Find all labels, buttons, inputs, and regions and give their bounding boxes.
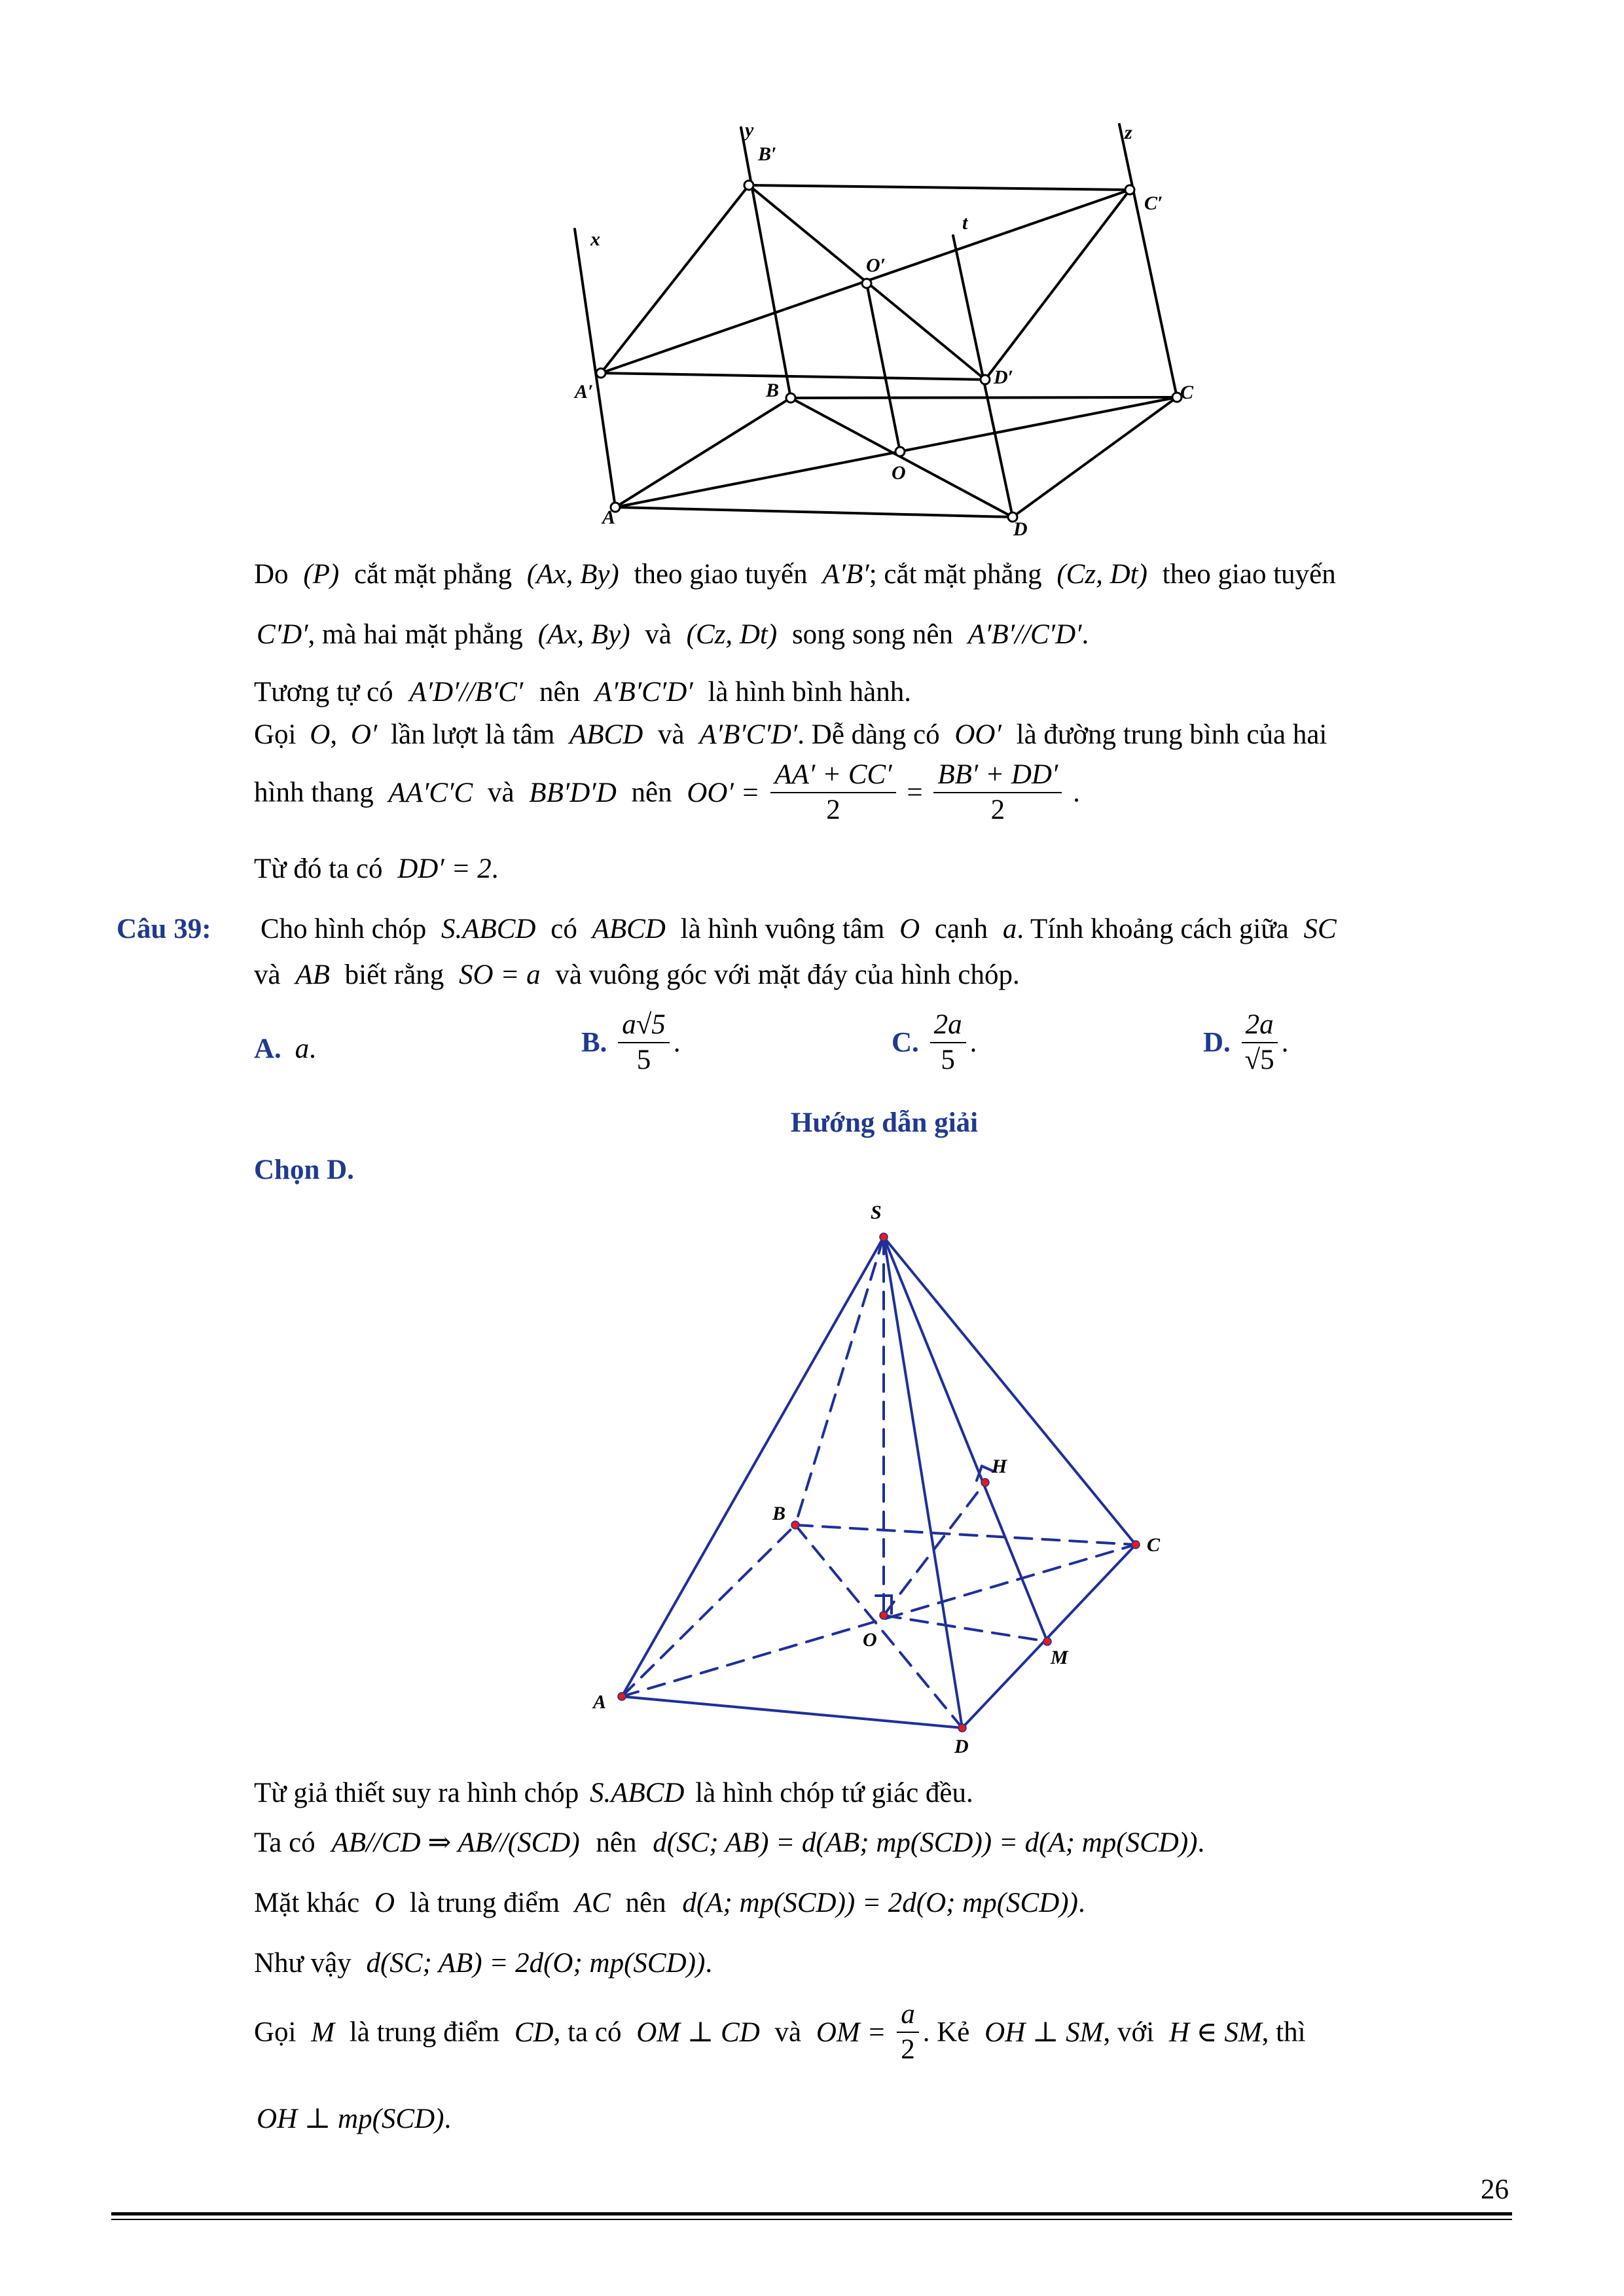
label-Dp: D′ bbox=[994, 367, 1014, 388]
label-B: B bbox=[772, 1503, 786, 1524]
option-b[interactable]: B. $\frac{a√5}{5}$ . bbox=[581, 1009, 681, 1075]
label-Op: O′ bbox=[866, 255, 886, 276]
solution-line1: Từ giả thiết suy ra hình chóp S.ABCD là hình chóp tứ giác đều. bbox=[254, 1778, 973, 1808]
label-D: D bbox=[954, 1736, 969, 1757]
figure-prism bbox=[0, 0, 1624, 543]
para1-line5: hình thang AA′C′C và BB′D′D nên OO′ = $\frac{AA' + CC'}{2}$ = $\frac{BB' + DD'}{2}$ . bbox=[254, 758, 1080, 827]
solution-choose: Chọn D. bbox=[254, 1155, 354, 1185]
footer-rule-thin bbox=[111, 2219, 1512, 2220]
para1-line6: Từ đó ta có DD′ = 2. bbox=[254, 853, 499, 884]
label-O: O bbox=[863, 1629, 877, 1651]
label-O: O bbox=[892, 462, 906, 484]
fraction-aa-cc: $\frac{AA' + CC'}{2}$ bbox=[770, 758, 895, 827]
para1-line1: Do (P) cắt mặt phẳng (Ax, By) theo giao tuyến A′B′; cắt mặt phẳng (Cz, Dt) theo giao tuyến bbox=[254, 559, 1336, 590]
para1-line4: Gọi O, O′ lần lượt là tâm ABCD và A′B′C′D′. Dễ dàng có OO′ là đường trung bình của hai bbox=[254, 719, 1327, 750]
option-d[interactable]: D. $\frac{2a}{√5}$ . bbox=[1203, 1009, 1289, 1075]
label-C: C bbox=[1147, 1534, 1161, 1556]
label-A: A bbox=[593, 1691, 607, 1713]
question-line2: và AB biết rằng SO = a và vuông góc với mặt đáy của hình chóp. bbox=[254, 960, 1020, 990]
label-A: A bbox=[602, 507, 616, 528]
page-number: 26 bbox=[1481, 2174, 1509, 2205]
option-c[interactable]: C. $\frac{2a}{5}$ . bbox=[892, 1009, 977, 1075]
label-S: S bbox=[871, 1202, 882, 1223]
label-C: C bbox=[1180, 382, 1194, 403]
para1-line2: C′D′, mà hai mặt phẳng (Ax, By) và (Cz, Dt) song song nên A′B′//C′D′. bbox=[257, 619, 1089, 650]
label-Ap: A′ bbox=[575, 381, 594, 403]
label-Cp: C′ bbox=[1144, 192, 1163, 214]
label-H: H bbox=[992, 1456, 1007, 1477]
solution-line4: Như vậy d(SC; AB) = 2d(O; mp(SCD)). bbox=[254, 1948, 713, 1979]
solution-line5: Gọi M là trung điểm CD, ta có OM ⊥ CD và OM = $\frac{a}{2}$ . Kẻ OH ⊥ SM, với H ∈ SM, thì bbox=[254, 1999, 1306, 2065]
option-a[interactable]: A. a. bbox=[254, 1033, 316, 1064]
para1-line3: Tương tự có A′D′//B′C′ nên A′B′C′D′ là hình bình hành. bbox=[254, 677, 911, 708]
solution-line3: Mặt khác O là trung điểm AC nên d(A; mp(SCD)) = 2d(O; mp(SCD)). bbox=[254, 1888, 1085, 1918]
ray-cz bbox=[1119, 124, 1177, 397]
solution-line6: OH ⊥ mp(SCD). bbox=[257, 2104, 452, 2134]
question-label: Câu 39: bbox=[117, 914, 211, 944]
fraction-bb-dd: $\frac{BB' + DD'}{2}$ bbox=[933, 758, 1062, 827]
solution-line2: Ta có AB//CD ⇒ AB//(SCD) nên d(SC; AB) = d(AB; mp(SCD)) = d(A; mp(SCD)). bbox=[254, 1827, 1205, 1858]
label-y: y bbox=[745, 119, 754, 141]
ray-by bbox=[741, 128, 791, 398]
solution-title: Hướng dẫn giải bbox=[790, 1107, 979, 1138]
question-line1: Cho hình chóp S.ABCD có ABCD là hình vuông tâm O cạnh a. Tính khoảng cách giữa SC bbox=[261, 914, 1337, 944]
label-Bp: B′ bbox=[758, 143, 777, 165]
label-M: M bbox=[1051, 1647, 1068, 1668]
ray-ax bbox=[575, 229, 615, 507]
figure-pyramid bbox=[0, 1191, 1624, 1767]
label-t: t bbox=[962, 212, 968, 234]
footer-rule-thick bbox=[111, 2212, 1512, 2215]
label-B: B bbox=[766, 380, 780, 401]
label-D: D bbox=[1013, 518, 1028, 540]
label-z: z bbox=[1125, 122, 1132, 143]
label-x: x bbox=[590, 228, 600, 250]
